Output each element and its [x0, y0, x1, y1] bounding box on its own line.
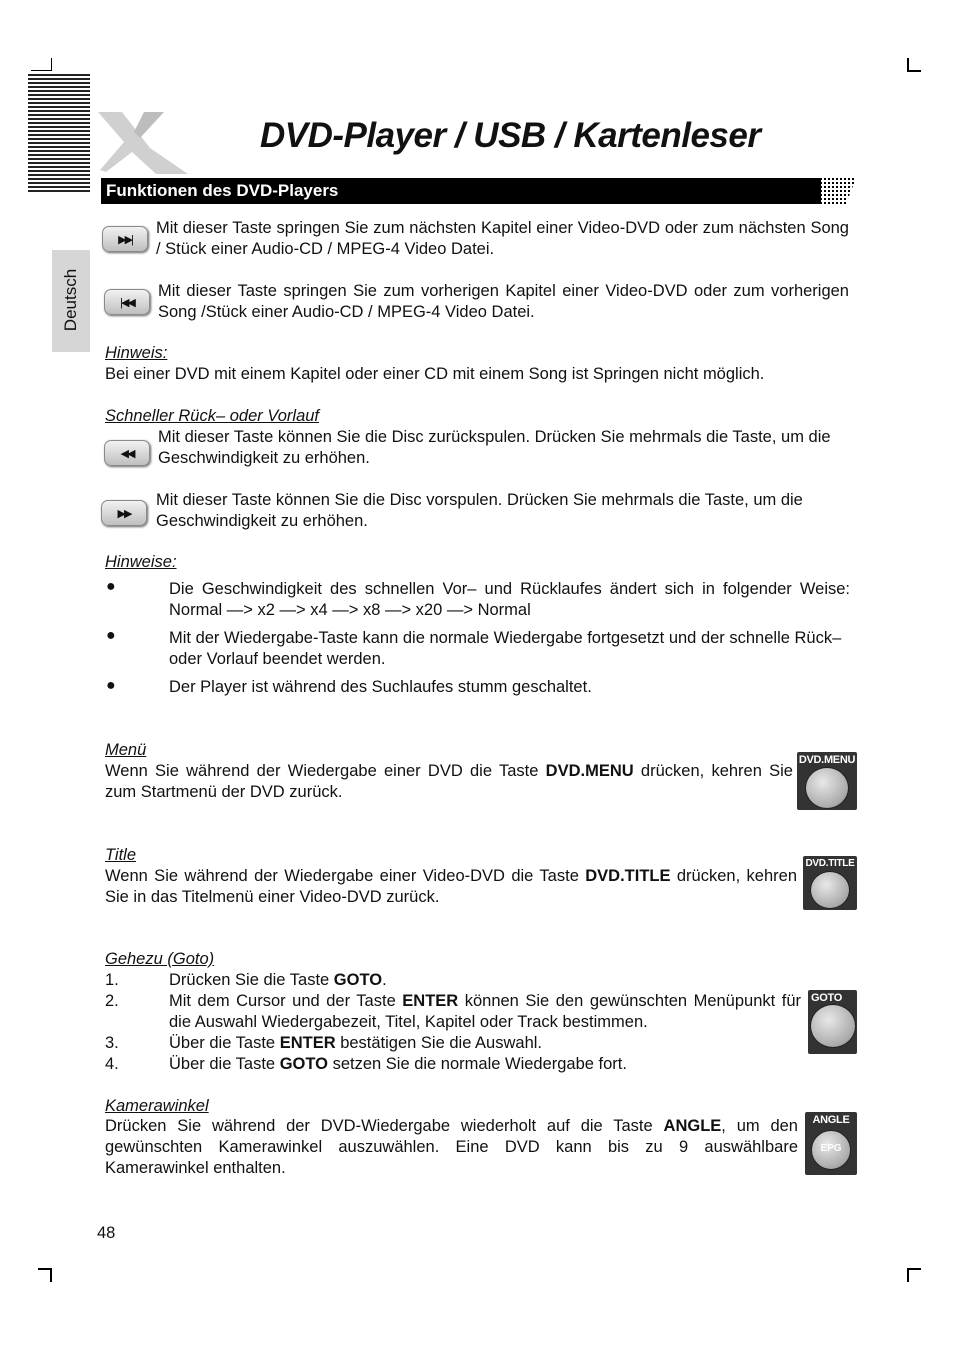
title-heading: Title	[105, 846, 137, 864]
previous-chapter-button	[104, 289, 150, 315]
fast-forward-button	[101, 500, 147, 526]
hinweis-heading: Hinweis:	[105, 344, 168, 362]
crop-mark-top-left	[31, 58, 52, 71]
menu-heading: Menü	[105, 741, 147, 759]
scan-heading: Schneller Rück– oder Vorlauf	[105, 407, 320, 425]
dvd-title-remote-button: DVD.TITLE	[803, 856, 857, 910]
hinweise-item-1: Die Geschwindigkeit des schnellen Vor– und Rücklaufes ändert sich in folgender Weise: Normal —> x2 —> x4 —> x8 —> x20 —> Normal	[169, 580, 850, 619]
angle-heading: Kamerawinkel	[105, 1097, 209, 1115]
next-description: Mit dieser Taste springen Sie zum nächsten Kapitel einer Video-DVD oder zum nächsten Song / Stück einer Audio-CD / MPEG-4 Video Datei.	[156, 219, 849, 258]
crop-mark-bottom-right	[907, 1268, 921, 1282]
page-title: DVD-Player / USB / Kartenleser	[260, 116, 761, 155]
hinweise-heading: Hinweise:	[105, 553, 177, 571]
goto-step-text: Über die Taste GOTO setzen Sie die normale Wiedergabe fort.	[169, 1055, 627, 1073]
goto-step-number: 2.	[105, 992, 119, 1010]
title-text: Wenn Sie während der Wiedergabe einer Video-DVD die Taste DVD.TITLE drücken, kehren Sie in das Titelmenü einer Video-DVD zurück.	[105, 867, 797, 906]
forward-description: Mit dieser Taste können Sie die Disc vorspulen. Drücken Sie mehrmals die Taste, um die Geschwindigkeit zu erhöhen.	[156, 491, 803, 530]
goto-step-number: 3.	[105, 1034, 119, 1052]
goto-step-text: Drücken Sie die Taste GOTO.	[169, 971, 387, 989]
header-stripes	[28, 74, 90, 194]
language-tab-label: Deutsch	[61, 268, 80, 332]
rewind-description: Mit dieser Taste können Sie die Disc zurückspulen. Drücken Sie mehrmals die Taste, um die Geschwindigkeit zu erhöhen.	[158, 428, 831, 467]
section-bar-dots	[820, 178, 856, 204]
previous-chapter-icon: |◀◀	[120, 296, 134, 309]
crop-mark-bottom-left	[38, 1268, 52, 1282]
goto-heading: Gehezu (Goto)	[105, 950, 215, 968]
brand-logo	[96, 108, 196, 176]
rewind-icon: ◀◀	[120, 447, 134, 460]
bullet-dot: ●	[106, 677, 116, 694]
goto-remote-button: GOTO	[808, 990, 857, 1054]
goto-step-number: 4.	[105, 1055, 119, 1073]
goto-step-text: Mit dem Cursor und der Taste ENTER können Sie den gewünschten Menüpunkt für die Auswahl Wiedergabezeit, Titel, Kapitel oder Track bestimmen.	[169, 992, 801, 1031]
next-chapter-icon: ▶▶|	[118, 233, 132, 246]
dvd-menu-remote-button: DVD.MENU	[797, 752, 857, 810]
hinweis-text: Bei einer DVD mit einem Kapitel oder einer CD mit einem Song ist Springen nicht möglich.	[105, 365, 765, 383]
hinweise-item-3: Der Player ist während des Suchlaufes stumm geschaltet.	[169, 678, 592, 696]
next-chapter-button	[102, 226, 148, 252]
page-number: 48	[97, 1224, 116, 1242]
language-tab	[52, 250, 90, 352]
menu-text: Wenn Sie während der Wiedergabe einer DVD die Taste DVD.MENU drücken, kehren Sie zum Startmenü der DVD zurück.	[105, 762, 793, 801]
rewind-button	[104, 440, 150, 466]
crop-mark-top-right	[907, 58, 921, 72]
bullet-dot: ●	[106, 627, 116, 644]
goto-step-number: 1.	[105, 971, 119, 989]
section-title: Funktionen des DVD-Players	[106, 181, 339, 200]
angle-remote-button: ANGLE EPG	[805, 1112, 857, 1175]
epg-label: EPG	[820, 1143, 842, 1154]
angle-text: Drücken Sie während der DVD-Wiedergabe wiederholt auf die Taste ANGLE, um den gewünschten Kamerawinkel auszuwählen. Eine DVD kann bis zu 9 auswählbare Kamerawinkel enthalten.	[105, 1117, 798, 1177]
hinweise-item-2: Mit der Wiedergabe-Taste kann die normale Wiedergabe fortgesetzt und der schnelle Rück– oder Vorlauf beendet werden.	[169, 629, 842, 668]
bullet-dot: ●	[106, 578, 116, 595]
goto-step-text: Über die Taste ENTER bestätigen Sie die Auswahl.	[169, 1034, 542, 1052]
previous-description: Mit dieser Taste springen Sie zum vorherigen Kapitel einer Video-DVD oder zum vorherigen Song /Stück einer Audio-CD / MPEG-4 Video Datei.	[158, 282, 849, 321]
fast-forward-icon: ▶▶	[117, 507, 131, 520]
